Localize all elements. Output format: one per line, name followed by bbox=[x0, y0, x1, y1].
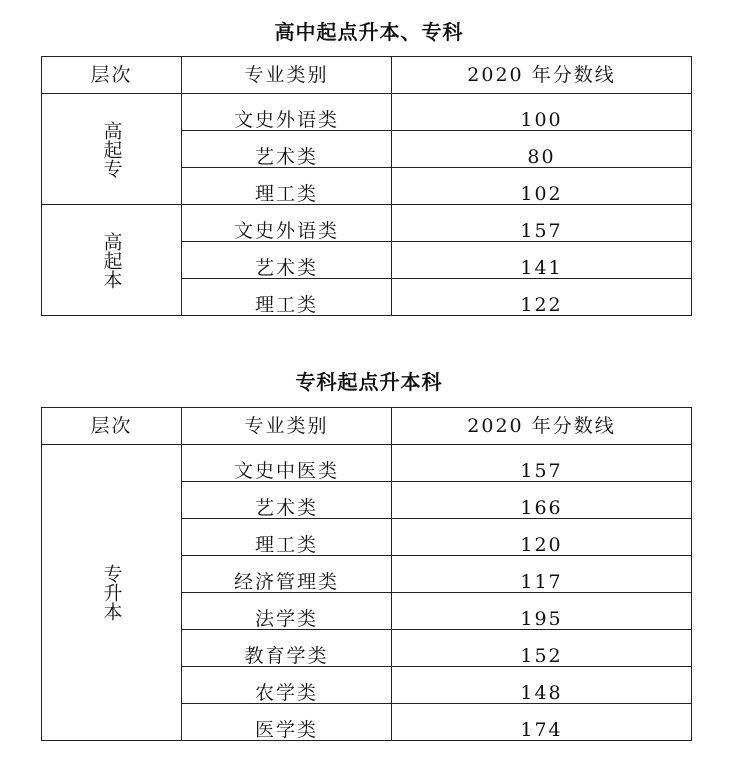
header-level: 层次 bbox=[42, 408, 182, 445]
category-cell: 医学类 bbox=[182, 704, 392, 741]
category-cell: 农学类 bbox=[182, 667, 392, 704]
category-cell: 艺术类 bbox=[182, 131, 392, 168]
category-cell: 文史中医类 bbox=[182, 445, 392, 482]
score-cell: 141 bbox=[392, 242, 692, 279]
table-row bbox=[42, 445, 692, 482]
level-cell bbox=[42, 205, 182, 316]
category-cell: 理工类 bbox=[182, 168, 392, 205]
score-cell: 195 bbox=[392, 593, 692, 630]
table-header-row bbox=[42, 408, 692, 445]
score-cell: 152 bbox=[392, 630, 692, 667]
header-category: 专业类别 bbox=[182, 408, 392, 445]
score-table-college-start bbox=[41, 407, 692, 741]
level-cell bbox=[42, 94, 182, 205]
score-cell: 80 bbox=[392, 131, 692, 168]
score-cell: 100 bbox=[392, 94, 692, 131]
category-cell: 艺术类 bbox=[182, 482, 392, 519]
score-cell: 120 bbox=[392, 519, 692, 556]
table-header-row bbox=[42, 57, 692, 94]
level-label: 专升本 bbox=[100, 564, 123, 621]
score-cell: 157 bbox=[392, 205, 692, 242]
table-row bbox=[42, 205, 692, 242]
header-score: 2020 年分数线 bbox=[392, 57, 692, 94]
header-category: 专业类别 bbox=[182, 57, 392, 94]
category-cell: 文史外语类 bbox=[182, 94, 392, 131]
score-cell: 122 bbox=[392, 279, 692, 316]
level-label: 高起本 bbox=[100, 231, 123, 289]
score-table-high-school-start bbox=[41, 56, 692, 316]
table-row bbox=[42, 94, 692, 131]
category-cell: 理工类 bbox=[182, 519, 392, 556]
level-cell bbox=[42, 445, 182, 741]
category-cell: 理工类 bbox=[182, 279, 392, 316]
score-cell: 157 bbox=[392, 445, 692, 482]
score-cell: 148 bbox=[392, 667, 692, 704]
table1-title: 高中起点升本、专科 bbox=[274, 20, 464, 44]
score-cell: 117 bbox=[392, 556, 692, 593]
category-cell: 艺术类 bbox=[182, 242, 392, 279]
level-label: 高起专 bbox=[100, 120, 123, 178]
category-cell: 文史外语类 bbox=[182, 205, 392, 242]
score-cell: 166 bbox=[392, 482, 692, 519]
header-score: 2020 年分数线 bbox=[392, 408, 692, 445]
score-cell: 174 bbox=[392, 704, 692, 741]
category-cell: 法学类 bbox=[182, 593, 392, 630]
category-cell: 教育学类 bbox=[182, 630, 392, 667]
score-cell: 102 bbox=[392, 168, 692, 205]
category-cell: 经济管理类 bbox=[182, 556, 392, 593]
table2-title: 专科起点升本科 bbox=[295, 370, 443, 394]
header-level: 层次 bbox=[42, 57, 182, 94]
